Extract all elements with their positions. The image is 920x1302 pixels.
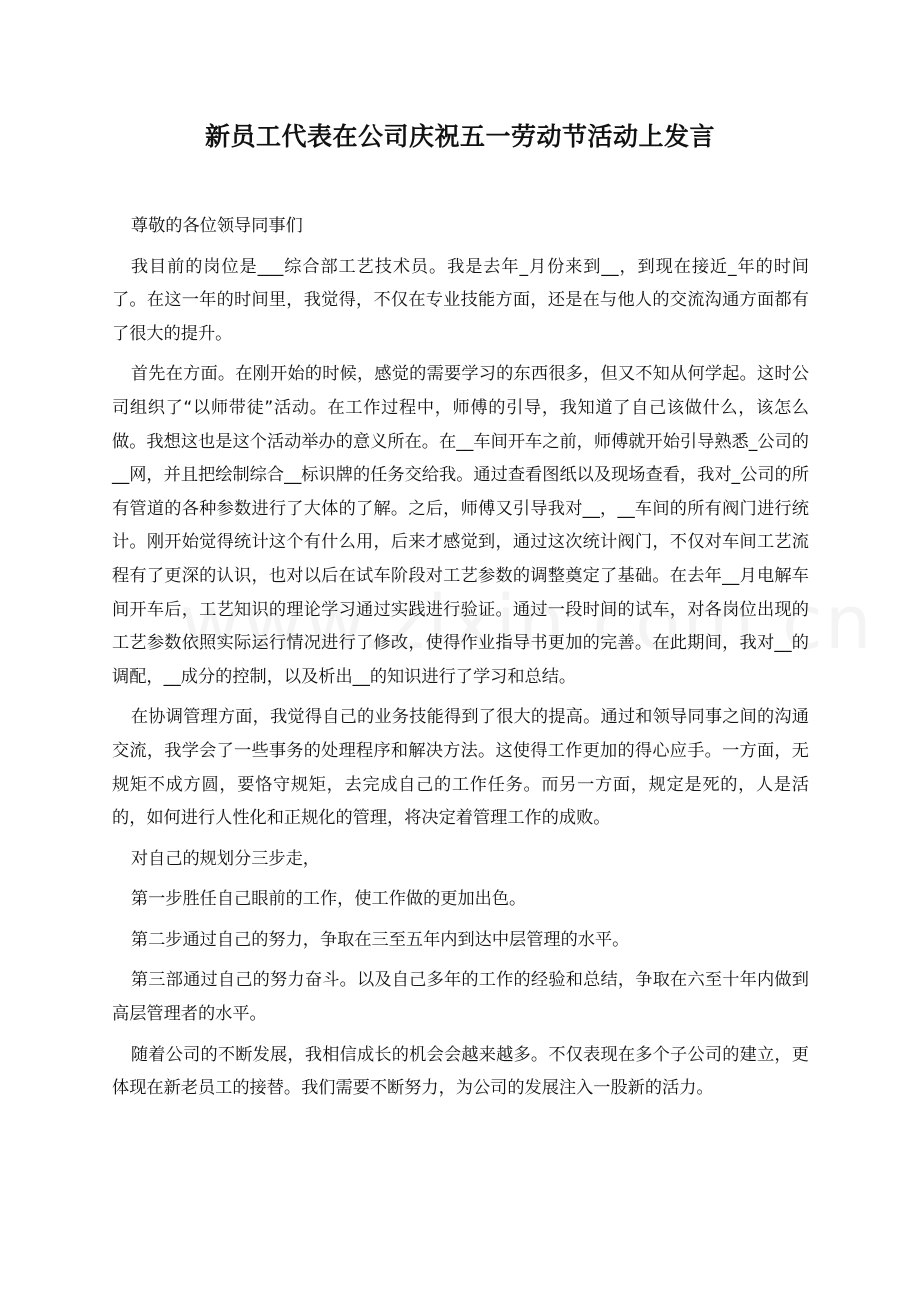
document-title: 新员工代表在公司庆祝五一劳动节活动上发言	[204, 122, 715, 151]
plan-step-three-paragraph: 第三部通过自己的努力奋斗。以及自己多年的工作的经验和总结，争取在六至十年内做到高层管理者的水平。	[112, 970, 809, 1025]
management-paragraph: 在协调管理方面，我觉得自己的业务技能得到了很大的提高。通过和领导同事之间的沟通交流，我学会了一些事务的处理程序和解决方法。这使得工作更加的得心应手。一方面，无规矩不成方圆，要恪守规矩，去完成自己的工作任务。而另一方面，规定是死的，人是活的，如何进行人性化和正规化的管理，将决定着管理工作的成败。	[112, 707, 809, 829]
professional-skills-paragraph: 首先在方面。在刚开始的时候，感觉的需要学习的东西很多，但又不知从何学起。这时公司组织了“以师带徒”活动。在工作过程中，师傅的引导，我知道了自己该做什么，该怎么做。我想这也是这个活动举办的意义所在。在__车间开车之前，师傅就开始引导熟悉_公司的__网，并且把绘制综合__标识牌的任务交给我。通过查看图纸以及现场查看，我对_公司的所有管道的各种参数进行了大体的了解。之后，师傅又引导我对__，__车间的所有阀门进行统计。刚开始觉得统计这个有什么用，后来才感觉到，通过这次统计阀门，不仅对车间工艺流程有了更深的认识，也对以后在试车阶段对工艺参数的调整奠定了基础。在去年__月电解车间开车后，工艺知识的理论学习通过实践进行验证。通过一段时间的试车，对各岗位出现的工艺参数依照实际运行情况进行了修改，使得作业指导书更加的完善。在此期间，我对__的调配，__成分的控制，以及析出__的知识进行了学习和总结。	[112, 364, 809, 687]
closing-paragraph: 随着公司的不断发展，我相信成长的机会会越来越多。不仅表现在多个子公司的建立，更体现在新老员工的接替。我们需要不断努力，为公司的发展注入一股新的活力。	[112, 1044, 809, 1099]
document-body	[112, 210, 809, 1113]
salutation-paragraph: 尊敬的各位领导同事们	[130, 216, 303, 236]
plan-step-one-paragraph: 第一步胜任自己眼前的工作，使工作做的更加出色。	[130, 889, 527, 910]
plan-step-two-paragraph: 第二步通过自己的努力，争取在三至五年内到达中层管理的水平。	[130, 929, 630, 950]
introduction-paragraph: 我目前的岗位是___综合部工艺技术员。我是去年_月份来到__，到现在接近_年的时间了。在这一年的时间里，我觉得，不仅在专业技能方面，还是在与他人的交流沟通方面都有了很大的提升。	[112, 256, 809, 344]
plan-intro-paragraph: 对自己的规划分三步走，	[130, 848, 320, 869]
